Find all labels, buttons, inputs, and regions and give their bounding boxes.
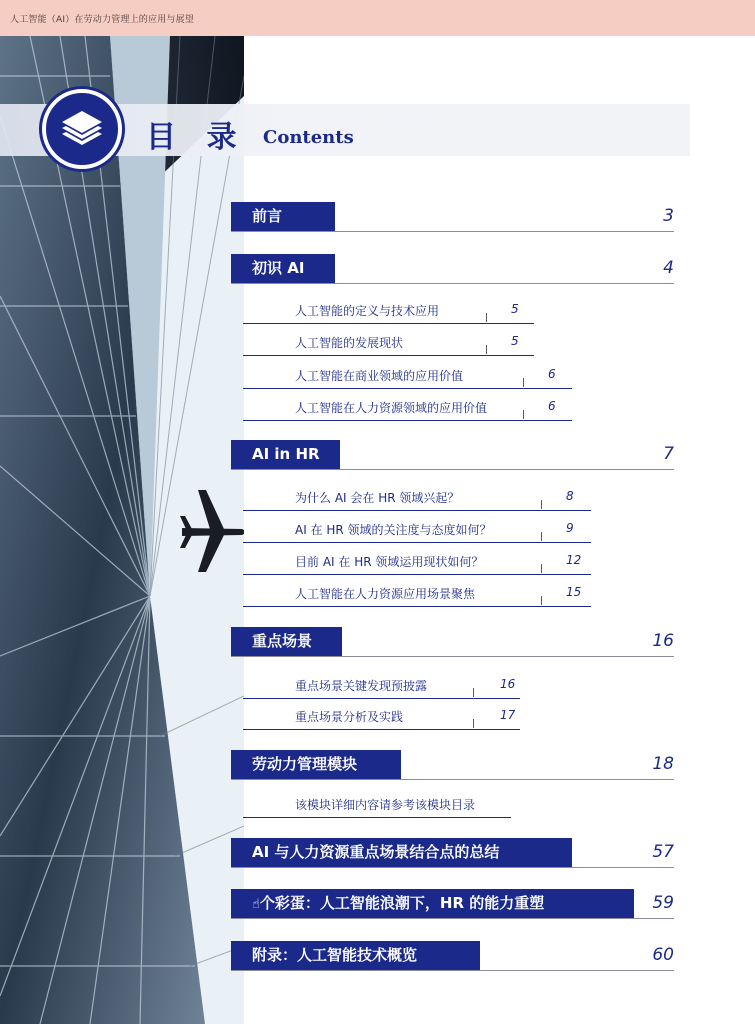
toc-section-label: 初识 AI bbox=[231, 254, 335, 283]
toc-item-label: 重点场景关键发现预披露 bbox=[295, 679, 428, 693]
toc-item[interactable] bbox=[243, 302, 534, 324]
toc-item-label: 人工智能的定义与技术应用 bbox=[295, 304, 440, 318]
toc-section-summary[interactable] bbox=[231, 838, 674, 868]
underline bbox=[243, 510, 591, 511]
cover-photo bbox=[0, 36, 247, 1024]
toc-item-label: 人工智能在人力资源应用场景聚焦 bbox=[295, 587, 476, 601]
toc-item-label: 为什么 AI 会在 HR 领域兴起？ bbox=[295, 491, 460, 505]
underline bbox=[243, 729, 520, 730]
toc-section-workforce-module[interactable] bbox=[231, 750, 674, 780]
toc-section-label: 前言 bbox=[231, 202, 335, 231]
divider bbox=[231, 918, 674, 919]
toc-section-bar bbox=[231, 889, 634, 918]
layers-icon bbox=[46, 93, 118, 165]
toc-section-label: AI in HR bbox=[231, 440, 340, 469]
toc-item-page: 16 bbox=[500, 677, 516, 691]
toc-page-number: 4 bbox=[663, 258, 674, 278]
toc-page-number: 57 bbox=[652, 842, 674, 862]
tick-mark bbox=[541, 564, 542, 573]
toc-item-label: 该模块详细内容请参考该模块目录 bbox=[295, 798, 476, 812]
divider bbox=[231, 469, 674, 470]
toc-item[interactable] bbox=[243, 796, 511, 818]
toc-item[interactable] bbox=[243, 585, 591, 607]
underline bbox=[243, 355, 534, 356]
toc-item[interactable] bbox=[243, 489, 591, 511]
running-header bbox=[0, 0, 755, 36]
toc-item-label: AI 在 HR 领域的关注度与态度如何？ bbox=[295, 523, 492, 537]
toc-section-preface[interactable] bbox=[231, 202, 674, 232]
toc-page-number: 16 bbox=[652, 631, 674, 651]
toc-item-page: 15 bbox=[566, 585, 582, 599]
toc-item-page: 8 bbox=[566, 489, 574, 503]
toc-item-page: 17 bbox=[500, 708, 516, 722]
toc-item-label: 人工智能在人力资源领域的应用价值 bbox=[295, 401, 488, 415]
toc-item-label: 目前 AI 在 HR 领域运用现状如何？ bbox=[295, 555, 484, 569]
toc-page-number: 3 bbox=[663, 206, 674, 226]
title-badge bbox=[42, 89, 122, 169]
toc-item-label: 人工智能在商业领域的应用价值 bbox=[295, 369, 464, 383]
divider bbox=[231, 231, 674, 232]
tick-mark bbox=[486, 313, 487, 322]
toc-item[interactable] bbox=[243, 334, 534, 356]
toc-item[interactable] bbox=[243, 367, 572, 389]
toc-section-ai-in-hr[interactable] bbox=[231, 440, 674, 470]
toc-item-page: 5 bbox=[511, 334, 519, 348]
tick-mark bbox=[486, 345, 487, 354]
page-title: 目 录 bbox=[146, 120, 247, 155]
tick-mark bbox=[541, 500, 542, 509]
toc-section-key-scenarios[interactable] bbox=[231, 627, 674, 657]
running-title: 人工智能（AI）在劳动力管理上的应用与展望 bbox=[10, 15, 195, 25]
toc-section-appendix[interactable] bbox=[231, 941, 674, 971]
toc-item[interactable] bbox=[243, 553, 591, 575]
divider bbox=[231, 867, 674, 868]
tick-mark bbox=[541, 532, 542, 541]
toc-item-page: 6 bbox=[548, 367, 556, 381]
underline bbox=[243, 574, 591, 575]
toc-page-number: 60 bbox=[652, 945, 674, 965]
toc-section-label: 劳动力管理模块 bbox=[231, 750, 401, 779]
tick-mark bbox=[523, 378, 524, 387]
underline bbox=[243, 420, 572, 421]
underline bbox=[243, 323, 534, 324]
underline bbox=[243, 698, 520, 699]
toc-item-page: 5 bbox=[511, 302, 519, 316]
tick-mark bbox=[473, 719, 474, 728]
toc-section-easter-egg[interactable] bbox=[231, 889, 674, 919]
tick-mark bbox=[473, 688, 474, 697]
toc-page-number: 18 bbox=[652, 754, 674, 774]
toc-section-intro-ai[interactable] bbox=[231, 254, 674, 284]
toc-item-page: 12 bbox=[566, 553, 582, 567]
toc-item-label: 重点场景分析及实践 bbox=[295, 710, 404, 724]
underline bbox=[243, 606, 591, 607]
toc-section-label: 附录：人工智能技术概览 bbox=[231, 941, 480, 970]
toc-section-label: 个彩蛋：人工智能浪潮下，HR 的能力重塑 bbox=[259, 894, 545, 912]
toc-page-number: 7 bbox=[663, 444, 674, 464]
divider bbox=[231, 656, 674, 657]
underline bbox=[243, 817, 511, 818]
toc-item-page: 6 bbox=[548, 399, 556, 413]
tick-mark bbox=[541, 596, 542, 605]
toc-item-label: 人工智能的发展现状 bbox=[295, 336, 404, 350]
toc-item[interactable] bbox=[243, 677, 520, 699]
toc-section-label: 重点场景 bbox=[231, 627, 342, 656]
divider bbox=[231, 970, 674, 971]
toc-item[interactable] bbox=[243, 521, 591, 543]
underline bbox=[243, 542, 591, 543]
toc-item[interactable] bbox=[243, 708, 520, 730]
tick-mark bbox=[523, 410, 524, 419]
hand-pointer-icon: ☝ bbox=[252, 897, 260, 912]
page-title-en: Contents bbox=[263, 127, 354, 148]
divider bbox=[231, 779, 674, 780]
divider bbox=[231, 283, 674, 284]
skyscraper-image bbox=[0, 36, 247, 1024]
underline bbox=[243, 388, 572, 389]
toc-item-page: 9 bbox=[566, 521, 574, 535]
toc-section-label: AI 与人力资源重点场景结合点的总结 bbox=[231, 838, 572, 867]
toc-item[interactable] bbox=[243, 399, 572, 421]
toc-page-number: 59 bbox=[652, 893, 674, 913]
